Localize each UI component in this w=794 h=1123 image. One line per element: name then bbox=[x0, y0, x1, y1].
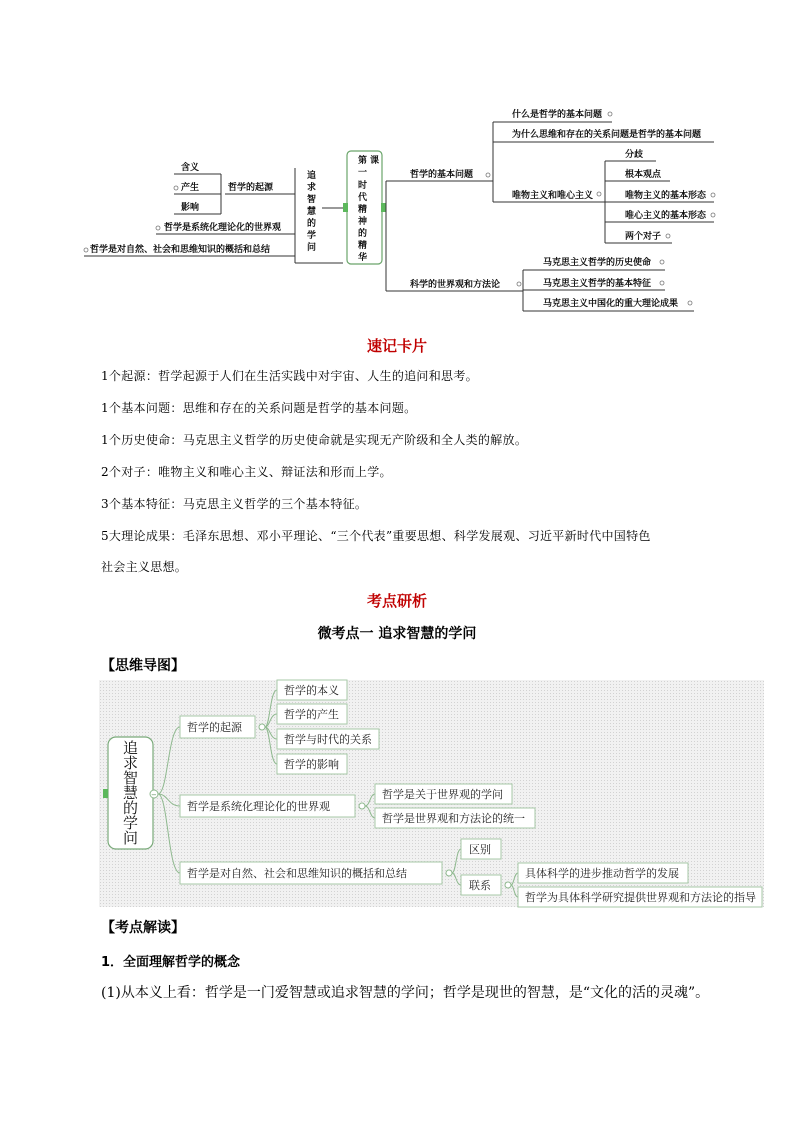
point1-title: 1．全面理解哲学的概念 bbox=[101, 955, 241, 970]
node-origin-emergence: 产生 bbox=[181, 183, 200, 193]
node-materialism-forms: 唯物主义的基本形态 bbox=[625, 191, 707, 201]
node-scientific-worldview: 科学的世界观和方法论 bbox=[410, 280, 501, 290]
svg-text:慧: 慧 bbox=[307, 207, 317, 217]
svg-text:一: 一 bbox=[358, 168, 368, 178]
interpret-label: 【考点解读】 bbox=[101, 920, 185, 936]
node-basic-features: 马克思主义哲学的基本特征 bbox=[543, 279, 652, 289]
analysis-title: 考点研析 bbox=[366, 592, 427, 610]
svg-text:智: 智 bbox=[307, 195, 317, 205]
svg-text:的: 的 bbox=[123, 799, 139, 817]
svg-text:学: 学 bbox=[123, 814, 139, 832]
node-basic-question: 哲学的基本问题 bbox=[410, 170, 474, 180]
node-connection: 联系 bbox=[469, 879, 491, 892]
quick-card-title: 速记卡片 bbox=[366, 337, 427, 355]
svg-text:第: 第 bbox=[358, 156, 368, 166]
node-influence: 哲学的影响 bbox=[284, 758, 339, 771]
svg-text:的: 的 bbox=[307, 219, 317, 229]
card-line-2: 1个基本问题：思维和存在的关系问题是哲学的基本问题。 bbox=[101, 401, 417, 415]
node-worldview-learning: 哲学是关于世界观的学问 bbox=[382, 788, 503, 801]
svg-text:追: 追 bbox=[307, 171, 317, 181]
node-two-pairs: 两个对子 bbox=[625, 232, 662, 242]
svg-text:−: − bbox=[151, 791, 157, 799]
svg-text:精: 精 bbox=[358, 205, 368, 215]
node-difference: 区别 bbox=[469, 843, 491, 856]
node-mat-ideal: 唯物主义和唯心主义 bbox=[512, 191, 594, 201]
node-systematic: 哲学是系统化理论化的世界观 bbox=[164, 223, 282, 233]
svg-text:求: 求 bbox=[123, 754, 139, 772]
node-unity: 哲学是世界观和方法论的统一 bbox=[382, 812, 525, 825]
node-historic-mission: 马克思主义哲学的历史使命 bbox=[543, 258, 652, 268]
branch-systematic: 哲学是系统化理论化的世界观 bbox=[187, 800, 330, 813]
svg-text:慧: 慧 bbox=[123, 784, 139, 802]
svg-text:智: 智 bbox=[123, 769, 139, 787]
svg-text:华: 华 bbox=[358, 253, 368, 263]
svg-text:精: 精 bbox=[358, 241, 368, 251]
svg-text:求: 求 bbox=[307, 183, 317, 193]
node-origin-influence: 影响 bbox=[181, 203, 200, 213]
node-era-relation: 哲学与时代的关系 bbox=[284, 733, 372, 746]
node-origin-meaning: 含义 bbox=[181, 163, 200, 173]
root-node-last-char: 问 bbox=[123, 829, 139, 847]
root-node-text bbox=[123, 739, 138, 847]
node-emergence: 哲学的产生 bbox=[284, 708, 339, 721]
node-idealism-forms: 唯心主义的基本形态 bbox=[625, 211, 707, 221]
card-line-1: 1个起源：哲学起源于人们在生活实践中对宇宙、人生的追问和思考。 bbox=[101, 369, 478, 383]
svg-text:时: 时 bbox=[358, 181, 368, 191]
node-divergence: 分歧 bbox=[625, 150, 644, 160]
svg-text:课: 课 bbox=[370, 156, 380, 166]
branch-origin: 哲学的起源 bbox=[187, 721, 242, 734]
svg-text:追: 追 bbox=[123, 739, 139, 757]
mindmap-label: 【思维导图】 bbox=[101, 658, 185, 674]
card-line-5: 3个基本特征：马克思主义哲学的三个基本特征。 bbox=[101, 497, 368, 511]
card-line-7: 社会主义思想。 bbox=[101, 560, 188, 574]
node-science-progress: 具体科学的进步推动哲学的发展 bbox=[525, 867, 679, 880]
svg-text:问: 问 bbox=[307, 243, 317, 253]
node-generalization: 哲学是对自然、社会和思维知识的概括和总结 bbox=[90, 245, 271, 255]
card-line-3: 1个历史使命：马克思主义哲学的历史使命就是实现无产阶级和全人类的解放。 bbox=[101, 433, 528, 447]
node-original-meaning: 哲学的本义 bbox=[284, 684, 339, 697]
node-philosophy-guidance: 哲学为具体科学研究提供世界观和方法论的指导 bbox=[525, 891, 756, 904]
point1-text: (1)从本义上看：哲学是一门爱智慧或追求智慧的学问；哲学是现世的智慧，是“文化的活的灵魂”。 bbox=[101, 985, 710, 1001]
svg-text:神: 神 bbox=[358, 217, 368, 227]
analysis-subtitle: 微考点一 追求智慧的学问 bbox=[317, 626, 477, 642]
node-theoretical-results: 马克思主义中国化的重大理论成果 bbox=[543, 299, 679, 309]
card-line-4: 2个对子：唯物主义和唯心主义、辩证法和形而上学。 bbox=[101, 465, 392, 479]
node-what-basic: 什么是哲学的基本问题 bbox=[512, 110, 603, 120]
root-left-toggle[interactable] bbox=[103, 789, 108, 798]
branch-generalization: 哲学是对自然、社会和思维知识的概括和总结 bbox=[187, 867, 407, 880]
svg-text:学: 学 bbox=[307, 231, 317, 241]
svg-text:的: 的 bbox=[358, 229, 368, 239]
card-line-6: 5大理论成果：毛泽东思想、邓小平理论、“三个代表”重要思想、科学发展观、习近平新时代中国特色 bbox=[101, 529, 651, 543]
node-origin: 哲学的起源 bbox=[228, 183, 274, 193]
node-why-basic: 为什么思维和存在的关系问题是哲学的基本问题 bbox=[512, 130, 702, 140]
svg-text:代: 代 bbox=[358, 193, 368, 203]
node-fundamental-view: 根本观点 bbox=[625, 170, 662, 180]
